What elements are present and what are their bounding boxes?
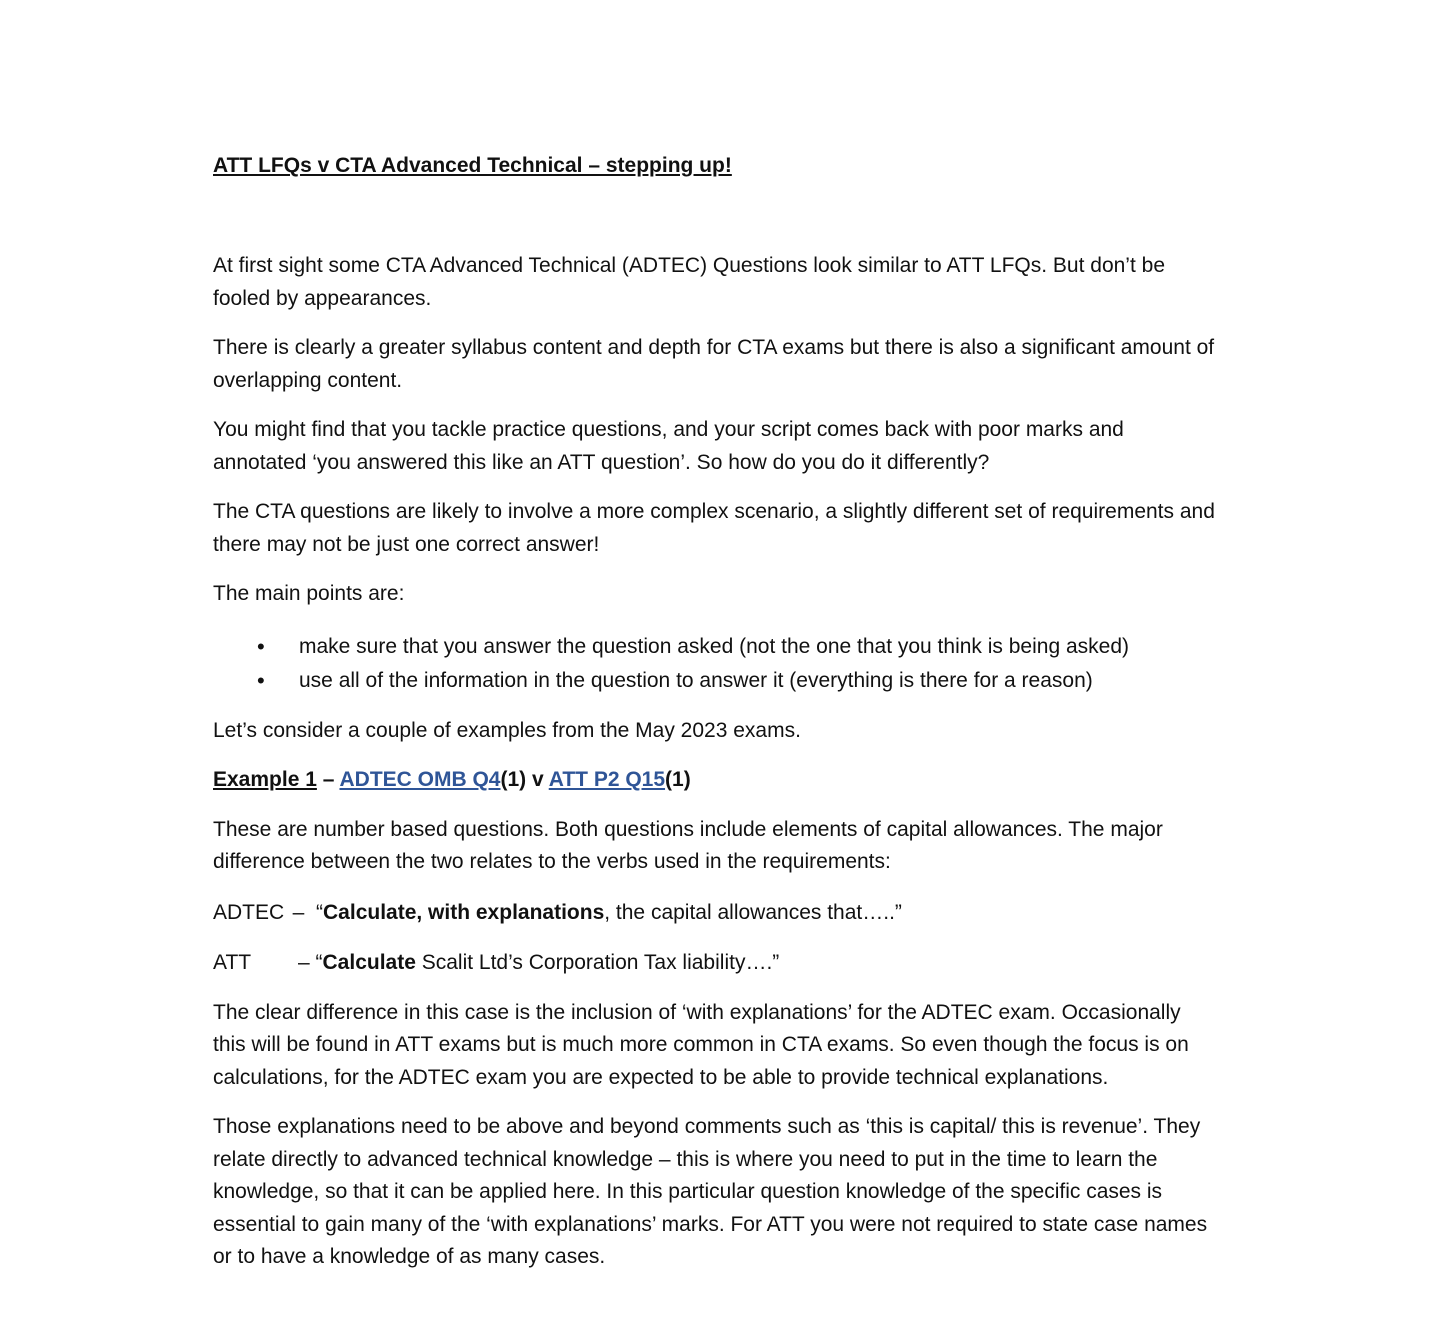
- bullet-icon: •: [257, 633, 265, 659]
- quote-lead-adtec: – “: [281, 900, 324, 924]
- quote-label-att: ATT: [213, 951, 252, 974]
- quote-rest-att: Scalit Ltd’s Corporation Tax liability….”: [415, 951, 780, 974]
- quote-bold-att: Calculate: [322, 951, 416, 974]
- example-1-heading: [213, 764, 1218, 797]
- example-1-dash: –: [316, 768, 340, 791]
- quote-bold-adtec: Calculate, with explanations: [323, 900, 605, 924]
- paragraph-scenario: The CTA questions are likely to involve a more complex scenario, a slightly different set of requirements and there may not be just one correct answer!: [213, 500, 1215, 556]
- list-item-text: use all of the information in the question to answer it (everything is there for a reason): [299, 668, 1093, 692]
- bullet-icon: •: [257, 667, 265, 693]
- paragraph-syllabus: There is clearly a greater syllabus content and depth for CTA exams but there is also a significant amount of overlapping content.: [213, 336, 1215, 392]
- document-title: ATT LFQs v CTA Advanced Technical – stepping up!: [213, 154, 732, 177]
- att-p2-q15-link[interactable]: ATT P2 Q15: [548, 768, 666, 791]
- paragraph-number-based: These are number based questions. Both questions include elements of capital allowances. The major difference between the two relates to the verbs used in the requirements:: [213, 817, 1163, 873]
- document-body: [213, 150, 1218, 1274]
- quote-lead-att: – “: [298, 951, 323, 974]
- paragraph-main-points: The main points are:: [213, 582, 405, 605]
- example-1-mark-2: (1): [665, 768, 691, 791]
- list-item: [213, 664, 1218, 698]
- att-requirement-quote: [213, 947, 1218, 980]
- paragraph-consider: Let’s consider a couple of examples from the May 2023 exams.: [213, 718, 801, 742]
- main-points-list: [213, 630, 1218, 698]
- paragraph-clear-difference: The clear difference in this case is the inclusion of ‘with explanations’ for the ADTEC exam. Occasionally this will be found in ATT exams but is much more common in CTA exams. So even though the focus is on calculations, for the ADTEC exam you are expected to be able to provide technical explanations.: [213, 1000, 1189, 1089]
- paragraph-explanations: Those explanations need to be above and beyond comments such as ‘this is capital/ this is revenue’. They relate directly to advanced technical knowledge – this is where you need to put in the time to learn the knowledge, so that it can be applied here. In this particular question knowledge of the specific cases is essential to gain many of the ‘with explanations’ marks. For ATT you were not required to state case names or to have a knowledge of as many cases.: [213, 1115, 1208, 1268]
- adtec-omb-q4-link[interactable]: ADTEC OMB Q4: [339, 768, 501, 791]
- adtec-requirement-quote: [213, 897, 1218, 930]
- example-1-mark-1: (1) v: [500, 768, 549, 791]
- quote-rest-adtec: , the capital allowances that…..”: [604, 900, 902, 924]
- paragraph-intro: At first sight some CTA Advanced Technical (ADTEC) Questions look similar to ATT LFQs. But don’t be fooled by appearances.: [213, 254, 1165, 310]
- list-item-text: make sure that you answer the question asked (not the one that you think is being asked): [299, 634, 1130, 658]
- list-item: [213, 630, 1218, 664]
- paragraph-practice: You might find that you tackle practice questions, and your script comes back with poor marks and annotated ‘you answered this like an ATT question’. So how do you do it differently?: [213, 418, 1124, 474]
- example-1-label: Example 1: [213, 768, 317, 791]
- quote-label-adtec: ADTEC: [213, 900, 285, 924]
